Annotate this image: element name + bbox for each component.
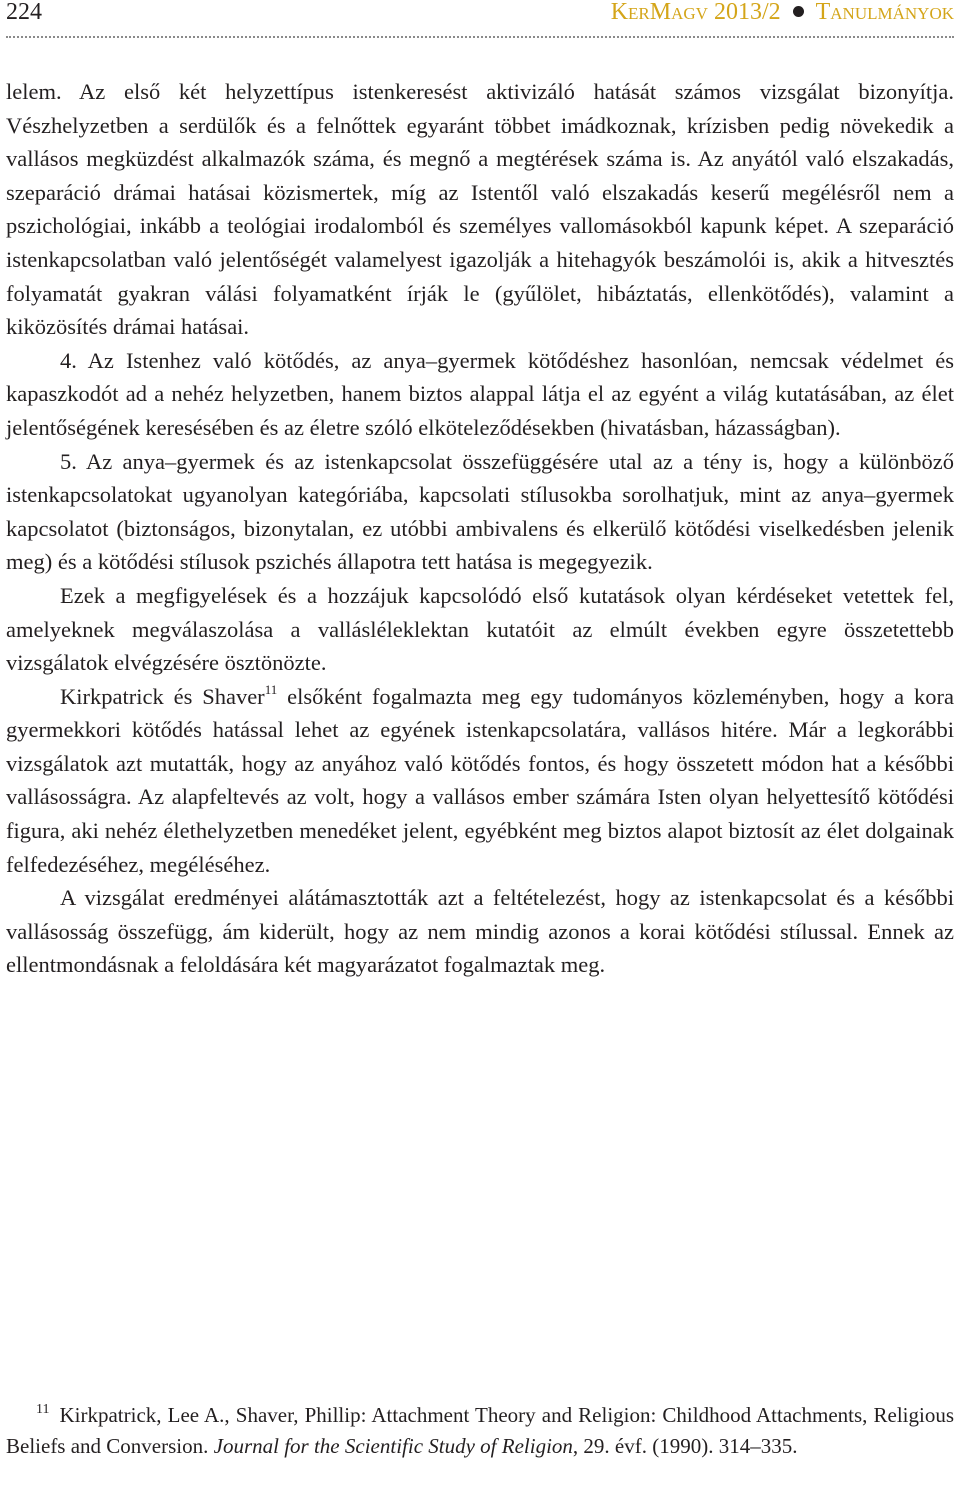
footnote-reference[interactable]: 11: [264, 681, 278, 697]
article-body: [6, 75, 954, 982]
section-name: Tanulmányok: [815, 0, 954, 25]
header-rule: [6, 36, 954, 38]
paragraph: Ezek a megfigyelések és a hozzájuk kapcsolódó első kutatások olyan kérdéseket vetettek fel, amelyeknek megválaszolása a vallásléleklektan kutatóit az elmúlt években egyre összetettebb vizsgálatok elvégzésére ösztönözte.: [6, 582, 954, 676]
paragraph: 5. Az anya–gyermek és az istenkapcsolat összefüggésére utal az a tény is, hogy a különböző istenkapcsolatokat ugyanolyan kategóriába, kapcsolati stílusokba sorolhatjuk, mint az anya–gyermek kapcsolatot (biztonságos, bizonytalan, ez utóbbi ambivalens és elkerülő kötődési viselkedésben jelenik meg) és a kötődési stílusok pszichés állapotra tett hatása is megegyezik.: [6, 448, 954, 575]
paragraph: [6, 680, 954, 882]
bullet-separator-icon: [793, 6, 804, 17]
footnote-text: Kirkpatrick, Lee A., Shaver, Phillip: Attachment Theory and Religion: Childhood Attachments, Religious Beliefs and Conversion.: [6, 1403, 954, 1458]
journal-header: [611, 0, 954, 24]
running-header: [6, 0, 954, 24]
footnote-text: , 29. évf. (1990). 314–335.: [572, 1434, 798, 1458]
paragraph-text: elsőként fogalmazta meg egy tudományos közleményben, hogy a kora gyermekkori kötődés hatással lehet az egyének istenkapcsolatára, vallásos hitére. Már a legkorábbi vizsgálatok azt mutatták, hogy az anyához való kötődés fontos, és hogy összetett módon hat a későbbi vallásosságra. Az alapfeltevés az volt, hogy a vallásos ember számára Isten olyan helyettesítő kötődési figura, aki nehéz élethelyzetben menedéket jelent, egyébként meg biztos alapot biztosít az élet dolgainak felfedezéséhez, megéléséhez.: [6, 683, 955, 877]
journal-name: KerMagv 2013/2: [610, 0, 781, 25]
page-number: 224: [6, 0, 42, 25]
paragraph-text: Kirkpatrick és Shaver: [60, 683, 265, 709]
paragraph: 4. Az Istenhez való kötődés, az anya–gyermek kötődéshez hasonlóan, nemcsak védelmet és kapaszkodót ad a nehéz helyzetben, hanem biztos alappal látja el az egyént a világ kutatásában, az élet jelentőségének keresésében és az életre szóló elköteleződésekben (hivatásban, házasságban).: [6, 347, 954, 440]
paragraph: lelem. Az első két helyzettípus istenkeresést aktivizáló hatását számos vizsgálat bizonyítja. Vészhelyzetben a serdülők és a felnőttek egyaránt többet imádkoznak, krízisben pedig növekedik a vallásos megküzdést alkalmazók száma, és megnő a megtérések száma is. Az anyától való elszakadás, szeparáció drámai hatásai közismertek, míg az Istentől való elszakadás keserű megélésről nem a pszichológiai, inkább a teológiai irodalomból és személyes vallomásokból kapunk képet. A szeparáció istenkapcsolatban való jelentőségét valamelyest igazolják a hitehagyók beszámolói is, akik a hitvesztés folyamatát gyakran válási folyamatként írják le (gyűlölet, hibáztatás, ellenkötődés), valamint a kiközösítés drámai hatásai.: [6, 79, 954, 340]
paragraph: A vizsgálat eredményei alátámasztották azt a feltételezést, hogy az istenkapcsolat és a későbbi vallásosság összefügg, ám kiderült, hogy az nem mindig azonos a korai kötődési stílussal. Ennek az ellentmondásnak a feloldására két magyarázatot fogalmaztak meg.: [6, 885, 954, 978]
footnote: 11 Kirkpatrick, Lee A., Shaver, Phillip: Attachment Theory and Religion: Childhood Attachments, Religious Beliefs and Conversion. Journal for the Scientific Study of Religion, 29. évf. (1990). 314–335.: [6, 1402, 954, 1458]
footnote-journal: Journal for the Scientific Study of Religion: [213, 1434, 573, 1458]
